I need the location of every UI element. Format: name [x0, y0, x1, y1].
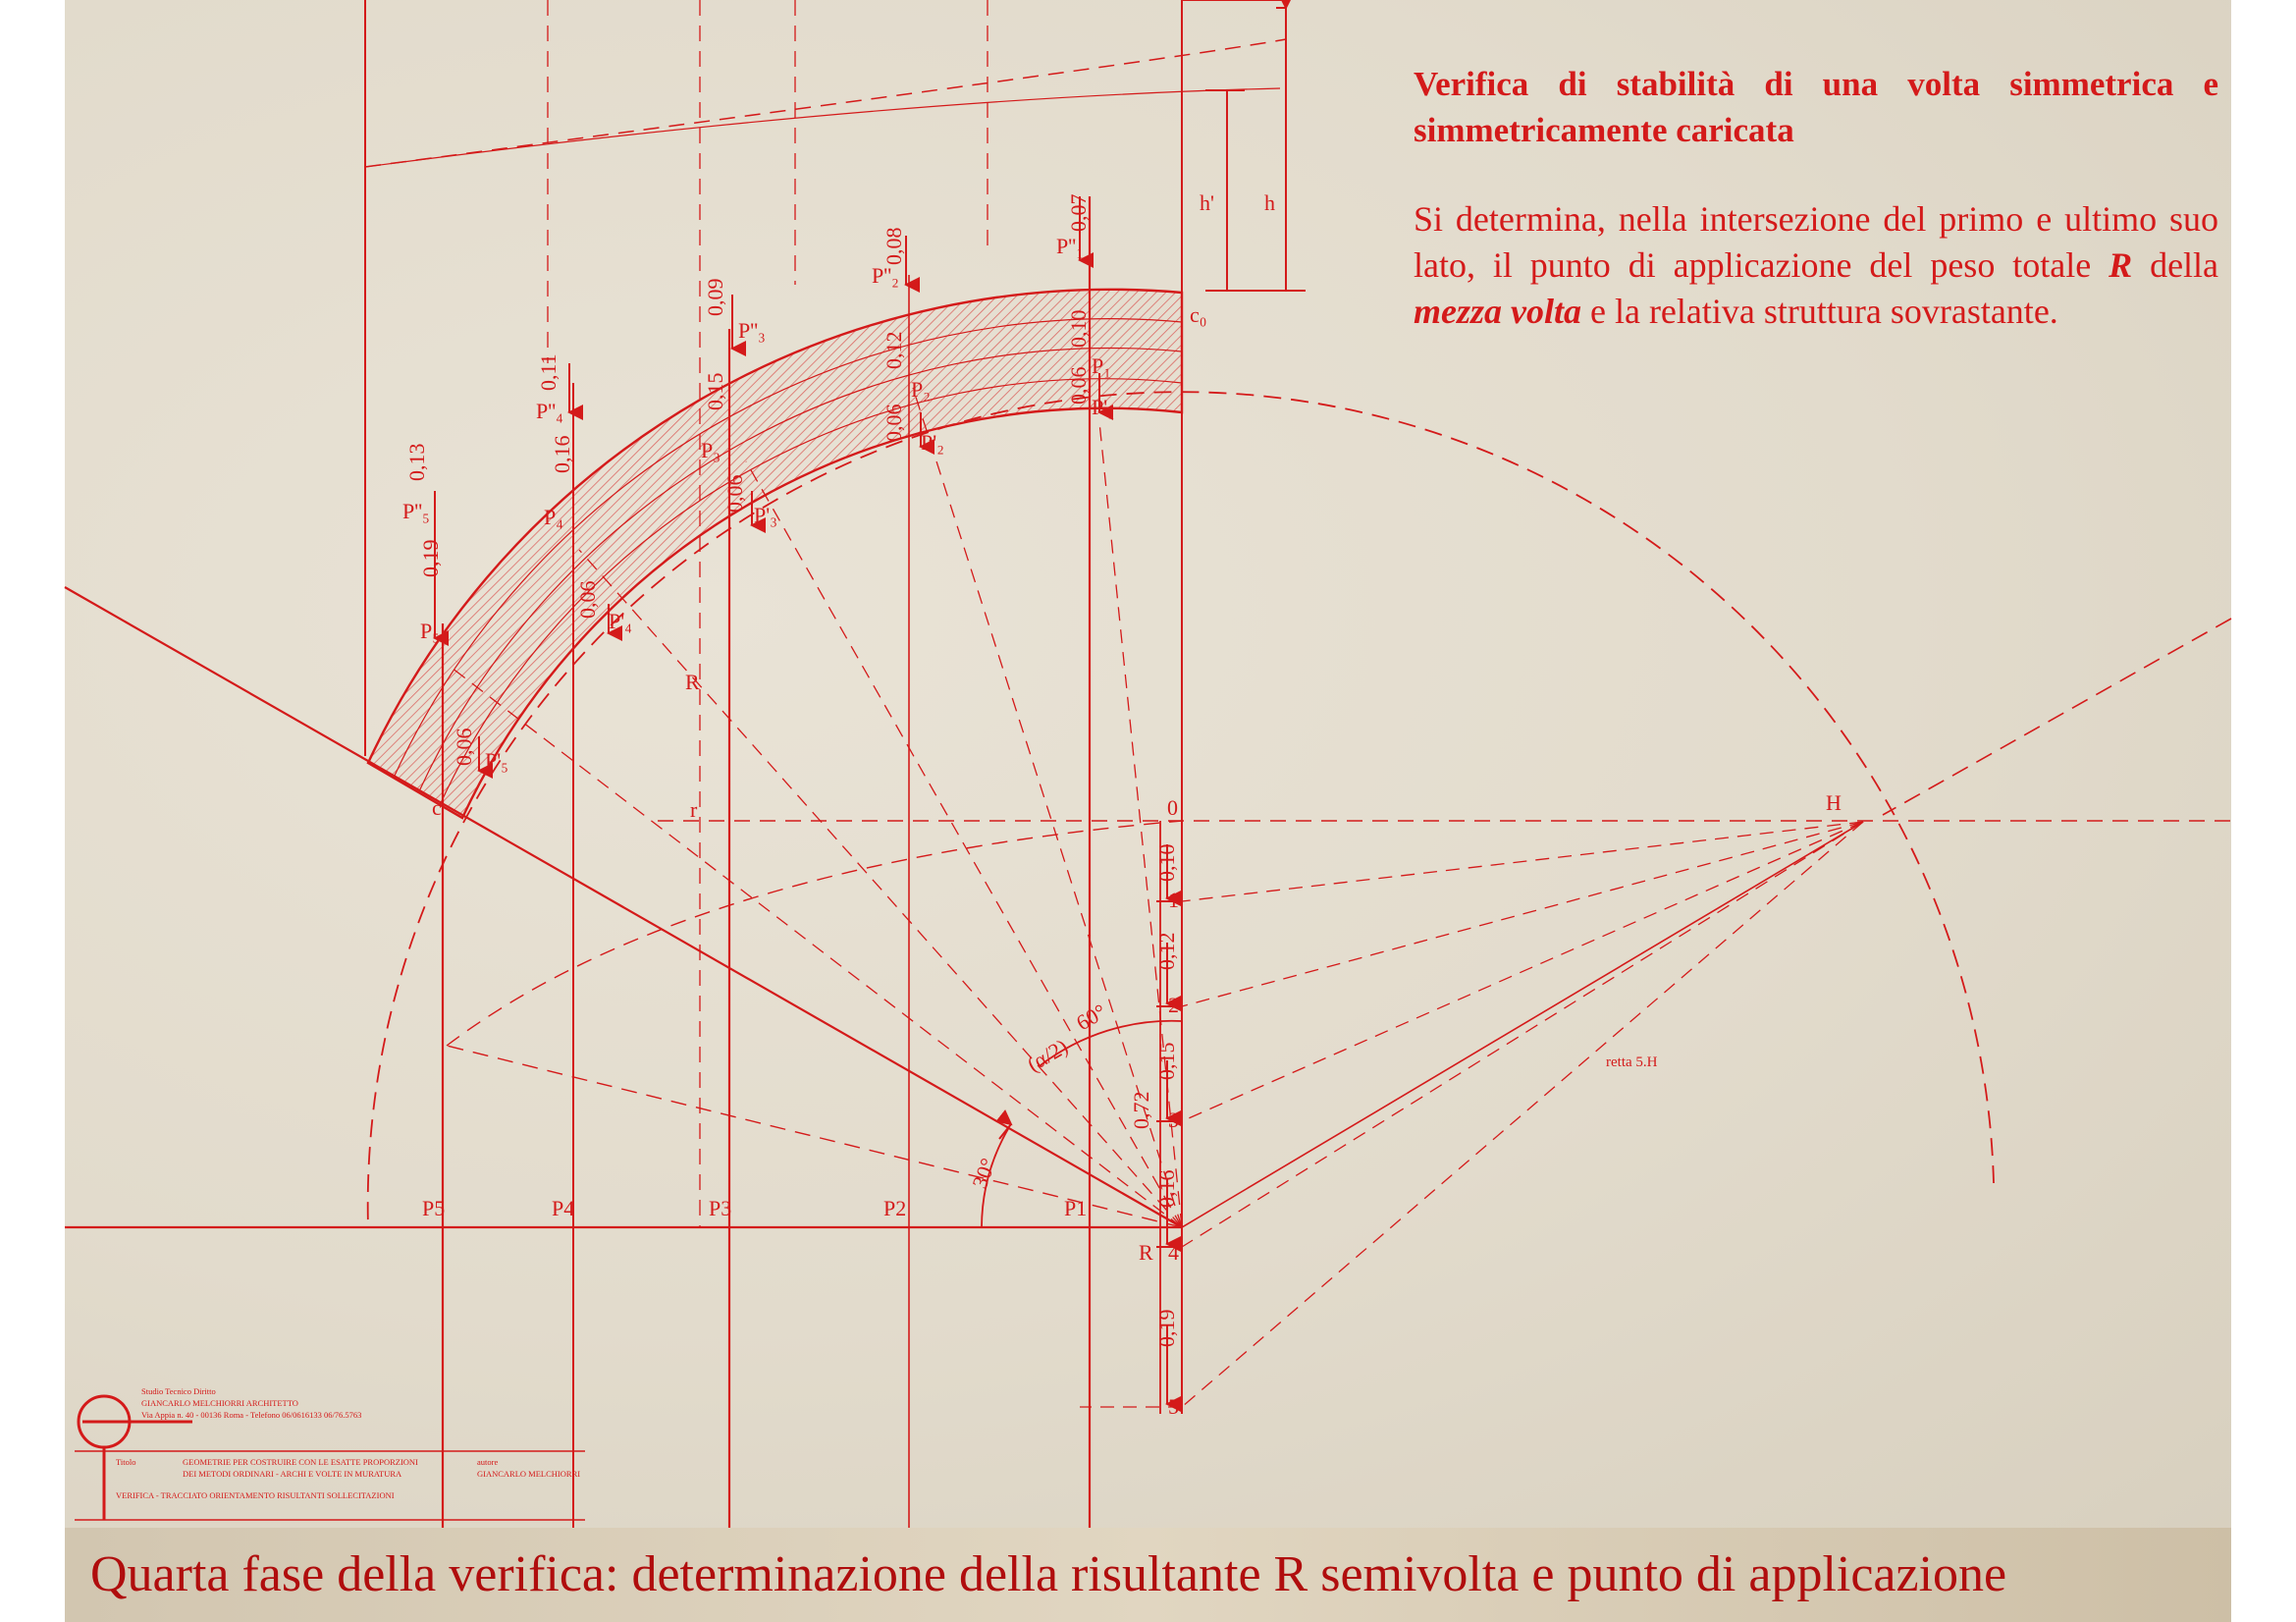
label-resultant-bottom: R — [1139, 1240, 1153, 1265]
load-1-mid: 0,10 — [1066, 309, 1091, 348]
force-point-5: 5 — [1168, 1394, 1179, 1419]
load-3-low: 0,06 — [722, 474, 747, 513]
load-1-low: 0,06 — [1066, 366, 1091, 405]
load-5-mid: 0,19 — [418, 539, 443, 577]
label-p2-low: P'₂ — [921, 430, 944, 455]
label-retta: retta 5.H — [1606, 1054, 1658, 1070]
label-p5-low: P'₅ — [485, 748, 508, 773]
slide-title: Verifica di stabilità di una volta simmetrica e simmetricamente caricata — [1414, 65, 2218, 149]
tb-address: Via Appia n. 40 - 00136 Roma - Telefono 06/0616133 06/76.5763 — [141, 1410, 362, 1420]
load-1-top: 0,07 — [1066, 193, 1091, 232]
body-part-3: e la relativa struttura sovrastante. — [1589, 292, 2058, 331]
polygon-value-5: 0,19 — [1154, 1309, 1179, 1347]
label-pole: H — [1826, 790, 1842, 815]
load-5-low: 0,06 — [452, 728, 476, 766]
label-h: h — [1264, 190, 1275, 215]
force-point-1: 1 — [1168, 888, 1179, 912]
label-p3-low: P'₃ — [754, 503, 777, 527]
tb-subject-2: DEI METODI ORDINARI - ARCHI E VOLTE IN MURATURA — [183, 1469, 402, 1479]
tb-subject-3: VERIFICA - TRACCIATO ORIENTAMENTO RISULTANTI SOLLECITAZIONI — [116, 1490, 395, 1500]
label-base-p1: P1 — [1064, 1196, 1088, 1220]
label-base-p2: P2 — [883, 1196, 907, 1220]
tb-title-label: Titolo — [116, 1457, 136, 1467]
label-p2-top: P''₂ — [872, 263, 899, 288]
force-point-2: 2 — [1168, 993, 1179, 1017]
label-p1-low: P'₁ — [1092, 395, 1115, 419]
label-base-p3: P3 — [709, 1196, 732, 1220]
label-p1-top: P''₁ — [1056, 234, 1084, 258]
tb-architect: GIANCARLO MELCHIORRI ARCHITETTO — [141, 1398, 298, 1408]
label-p4-top: P''₄ — [536, 399, 563, 423]
tb-studio: Studio Tecnico Diritto — [141, 1386, 216, 1396]
title-block — [75, 1382, 585, 1528]
polygon-value-1: 0,10 — [1154, 843, 1179, 882]
body-r: R — [2109, 245, 2133, 285]
label-p5-top: P''₅ — [402, 499, 430, 523]
label-p4-mid: P₄ — [544, 505, 563, 529]
polygon-value-2: 0,12 — [1154, 932, 1179, 970]
load-3-mid: 0,15 — [703, 372, 727, 410]
body-part-1: Si determina, nella intersezione del primo e ultimo suo lato, il punto di applicazione del peso totale — [1414, 199, 2218, 285]
label-p5-mid: P₅ — [420, 619, 440, 643]
total-value: 0,72 — [1129, 1091, 1153, 1129]
load-2-low: 0,06 — [881, 404, 906, 442]
label-p3-mid: P₃ — [701, 438, 721, 462]
load-2-top: 0,08 — [881, 227, 906, 265]
label-h-prime: h' — [1200, 190, 1214, 215]
angle-60: 60° — [1072, 999, 1111, 1036]
polygon-value-4: 0,16 — [1154, 1169, 1179, 1208]
force-point-3: 3 — [1168, 1108, 1179, 1132]
label-base-p5: P5 — [422, 1196, 446, 1220]
label-p3-top: P''₃ — [738, 318, 766, 343]
polygon-value-3: 0,15 — [1154, 1042, 1179, 1080]
label-springing: c — [432, 795, 442, 820]
label-p1-mid: P₁ — [1092, 353, 1111, 378]
description-panel — [1414, 61, 2218, 335]
body-part-2: della — [2150, 245, 2219, 285]
label-p4-low: P'₄ — [609, 609, 632, 633]
label-r: r — [690, 797, 698, 822]
load-4-top: 0,11 — [536, 353, 561, 391]
slide-caption: Quarta fase della verifica: determinazione della risultante R semivolta e punto di applicazione — [90, 1546, 2007, 1602]
label-p2-mid: P₂ — [911, 377, 931, 402]
load-4-mid: 0,16 — [550, 435, 574, 473]
load-3-top: 0,09 — [703, 278, 727, 316]
label-crown: c₀ — [1190, 302, 1207, 327]
vault-ring — [368, 290, 1182, 818]
label-resultant-top: R — [685, 670, 700, 694]
tb-author: GIANCARLO MELCHIORRI — [477, 1469, 581, 1479]
angle-30: 30° — [967, 1155, 1001, 1192]
tb-subject-1: GEOMETRIE PER COSTRUIRE CON LE ESATTE PROPORZIONI — [183, 1457, 418, 1467]
slide-body — [1414, 196, 2218, 335]
angle-half-alpha: (α/2) — [1023, 1034, 1072, 1077]
body-mezza-volta: mezza volta — [1414, 292, 1581, 331]
force-point-4: 4 — [1168, 1240, 1179, 1265]
tb-author-label: autore — [477, 1457, 499, 1467]
label-base-p4: P4 — [552, 1196, 575, 1220]
load-2-mid: 0,12 — [881, 331, 906, 369]
label-origin: 0 — [1167, 795, 1178, 820]
load-4-low: 0,06 — [575, 580, 600, 619]
load-5-top: 0,13 — [404, 443, 429, 481]
